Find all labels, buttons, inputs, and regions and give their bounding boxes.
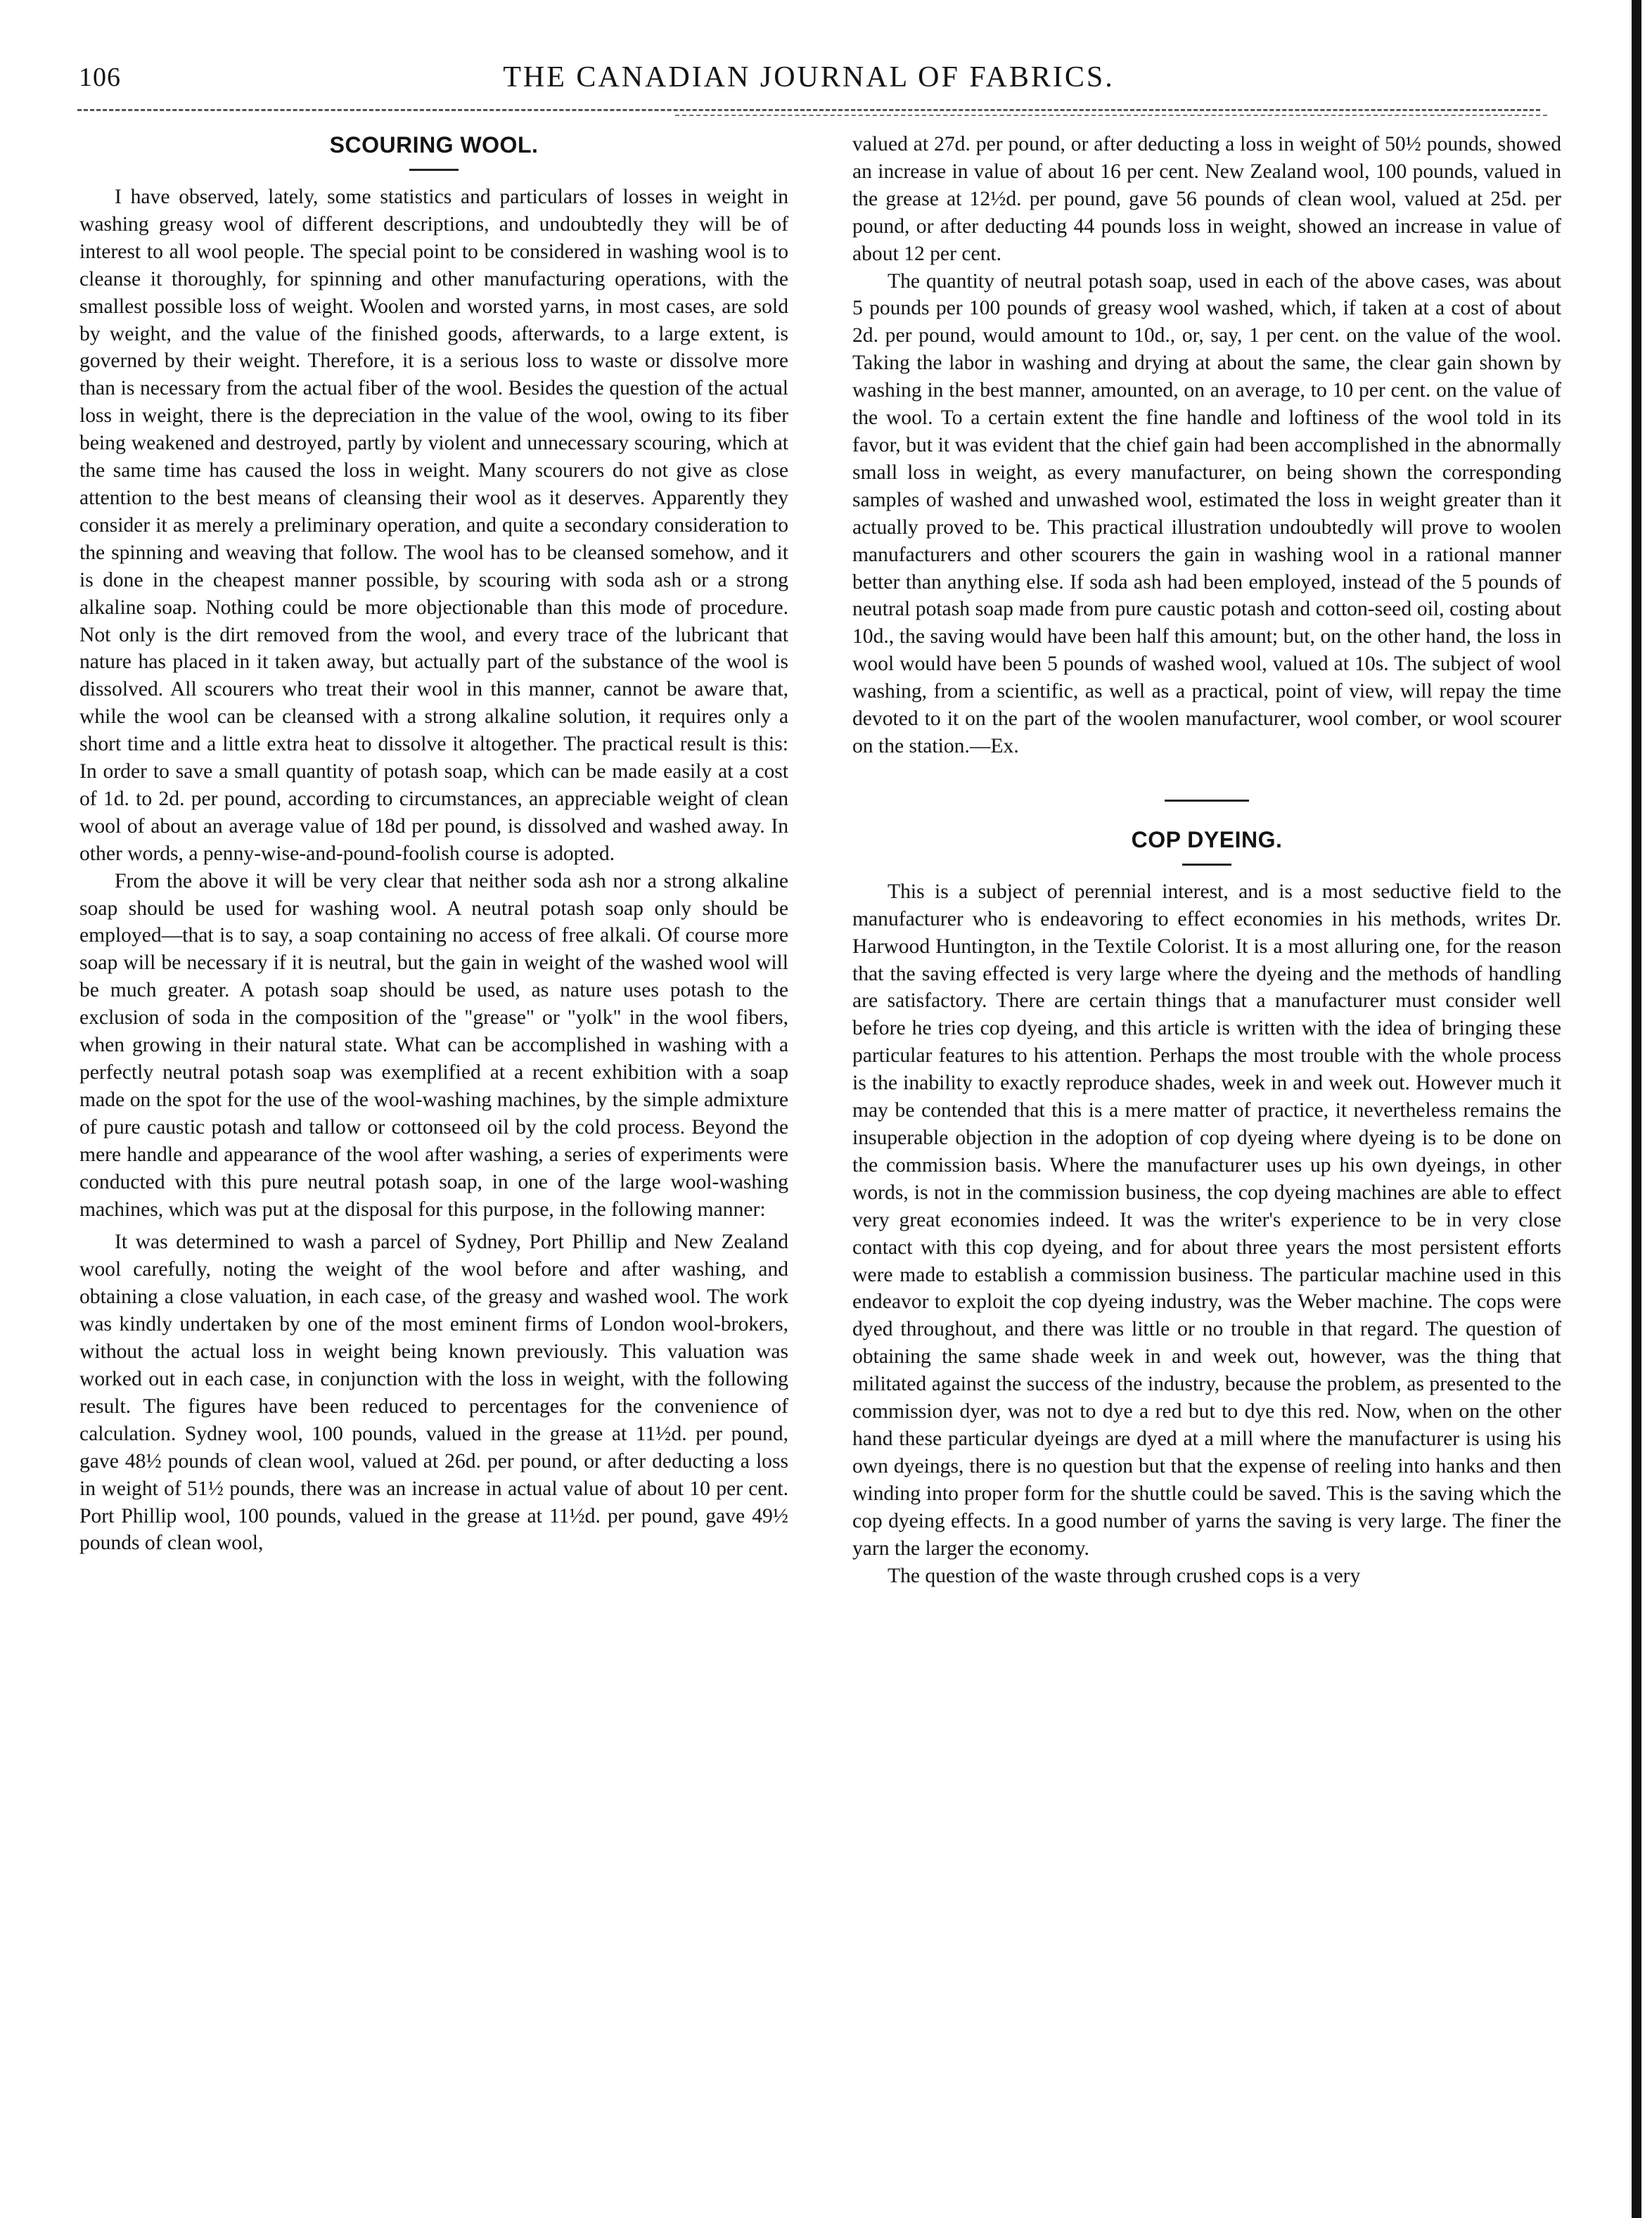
journal-title: THE CANADIAN JOURNAL OF FABRICS. bbox=[503, 61, 1115, 94]
cop-dyeing-paragraph-2: The question of the waste through crushed cops is a very bbox=[888, 1564, 1361, 1587]
cop-dyeing-title: COP DYEING. bbox=[1131, 826, 1283, 852]
left-column bbox=[79, 131, 788, 1557]
scouring-wool-title: SCOURING WOOL. bbox=[329, 132, 539, 158]
header-rule bbox=[77, 109, 1540, 111]
page-edge-bar bbox=[1632, 0, 1641, 2218]
title-rule bbox=[1182, 864, 1231, 866]
right-column bbox=[852, 131, 1561, 1589]
scouring-paragraph-3-continued: valued at 27d. per pound, or after deducting a loss in weight of 50½ pounds, showed an increase in value of about 16 per cent. New Zealand wool, 100 pounds, valued in the grease at 12½d. per pound, gave 56 pounds of clean wool, valued at 25d. per pound, or after deducting 44 pounds loss in weight, showed an increase in value of about 12 per cent. bbox=[852, 133, 1561, 265]
scouring-paragraph-4: The quantity of neutral potash soap, used in each of the above cases, was about 5 pounds per 100 pounds of greasy wool washed, which, if taken at a cost of about 2d. per pound, would amount to 10d., or, say, 1 per cent. on the value of the wool. Taking the labor in washing and drying at about the same, the clear gain shown by washing in the best manner, amounted, on an average, to 10 per cent. on the value of the wool. To a certain extent the fine handle and loftiness of the wool told in its favor, but it was evident that the chief gain had been accomplished in the abnormally small loss in weight, as every manufacturer, on being shown the corresponding samples of washed and unwashed wool, estimated the loss in weight greater than it actually proved to be. This practical illustration undoubtedly will prove to woolen manufacturers and other scourers the gain in washing wool in a rational manner better than anything else. If soda ash had been employed, instead of the 5 pounds of neutral potash soap made from pure caustic potash and cotton-seed oil, costing about 10d., the saving would have been half this amount; but, on the other hand, the loss in wool would have been 5 pounds of washed wool, valued at 10s. The subject of wool washing, from a scientific, as well as a practical, point of view, will repay the time devoted to it on the part of the woolen manufacturer, wool comber, or wool scourer on the station.—Ex. bbox=[852, 269, 1561, 757]
title-rule bbox=[409, 169, 459, 171]
scouring-paragraph-3: It was determined to wash a parcel of Sydney, Port Phillip and New Zealand wool carefully, noting the weight of the wool before and after washing, and obtaining a close valuation, in each case, of the greasy and washed wool. The work was kindly undertaken by one of the most eminent firms of London wool-brokers, without the actual loss in weight being known previously. This valuation was worked out in each case, in conjunction with the loss in weight, with the following result. The figures have been reduced to percentages for the convenience of calculation. Sydney wool, 100 pounds, valued in the grease at 11½d. per pound, gave 48½ pounds of clean wool, valued at 26d. per pound, or after deducting a loss in weight of 51½ pounds, there was an increase in actual value of about 10 per cent. Port Phillip wool, 100 pounds, valued in the grease at 11½d. per pound, gave 49½ pounds of clean wool, bbox=[79, 1231, 788, 1555]
header-rule-secondary bbox=[675, 115, 1547, 116]
cop-dyeing-paragraph-1: This is a subject of perennial interest, and is a most seductive field to the manufacturer who is endeavoring to effect economies in his methods, writes Dr. Harwood Huntington, in the Textile Colorist. It is a most alluring one, for the reason that the saving effected is very large where the dyeing and the methods of handling are satisfactory. There are certain things that a manufacturer must consider well before he tries cop dyeing, and this article is written with the idea of bringing these particular features to his attention. Perhaps the most trouble with the whole process is the inability to exactly reproduce shades, week in and week out. However much it may be contended that this is a mere matter of practice, it nevertheless remains the insuperable objection in the adoption of cop dyeing where dyeing is to be done on the commission basis. Where the manufacturer uses up his own dyeings, in other words, is not in the commission business, the cop dyeing machines are able to effect very great economies indeed. It was the writer's experience to be in very close contact with this cop dyeing, and for about three years the most persistent efforts were made to establish a commission business. The particular machine used in this endeavor to exploit the cop dyeing industry, was the Weber machine. The cops were dyed throughout, and there was little or no trouble in that regard. The question of obtaining the same shade week in and week out, however, was the thing that militated against the success of the industry, because the problem, as presented to the commission dyer, was not to dye a red but to dye this red. Now, when on the other hand these particular dyeings are dyed at a mill where the manufacturer is using his own dyeings, there is no question but that the expense of reeling into hanks and then winding into proper form for the shuttle could be saved. This is the saving which the cop dyeing effects. In a good number of yarns the saving is very large. The finer the yarn the larger the economy. bbox=[852, 880, 1561, 1560]
scouring-paragraph-1: I have observed, lately, some statistics and particulars of losses in weight in washing greasy wool of different descriptions, and undoubtedly they will be of interest to all wool people. The special point to be considered in washing wool is to cleanse it thoroughly, for spinning and other manufacturing operations, with the smallest possible loss of weight. Woolen and worsted yarns, in most cases, are sold by weight, and the value of the finished goods, afterwards, to a large extent, is governed by their weight. Therefore, it is a serious loss to waste or dissolve more than is necessary from the actual fiber of the wool. Besides the question of the actual loss in weight, there is the depreciation in the value of the wool, owing to its fiber being weakened and destroyed, partly by violent and unnecessary scouring, which at the same time has caused the loss in weight. Many scourers do not give as close attention to the best means of cleansing their wool as it deserves. Apparently they consider it as merely a preliminary operation, and quite a secondary consideration to the spinning and weaving that follow. The wool has to be cleansed somehow, and it is done in the cheapest manner possible, by scouring with soda ash or a strong alkaline soap. Nothing could be more objectionable than this mode of procedure. Not only is the dirt removed from the wool, and every trace of the lubricant that nature has placed in it taken away, but actually part of the substance of the wool is dissolved. All scourers who treat their wool in this manner, cannot be aware that, while the wool can be cleansed with a strong alkaline solution, it requires only a short time and a little extra heat to dissolve it altogether. The practical result is this: In order to save a small quantity of potash soap, which can be made easily at a cost of 1d. to 2d. per pound, according to circumstances, an appreciable weight of clean wool of about an average value of 18d per pound, is dissolved and washed away. In other words, a penny-wise-and-pound-foolish course is adopted. bbox=[79, 186, 788, 865]
page-number: 106 bbox=[79, 63, 121, 92]
scouring-paragraph-2: From the above it will be very clear that neither soda ash nor a strong alkaline soap should be used for washing wool. A neutral potash soap only should be employed—that is to say, a soap containing no access of free alkali. Of course more soap will be necessary if it is neutral, but the gain in weight of the washed wool will be much greater. A potash soap should be used, as nature uses potash to the exclusion of soda in the composition of the "grease" or "yolk" in the wool fibers, when growing in their natural state. What can be accomplished in washing with a perfectly neutral potash soap was exemplified at a recent exhibition with a soap made on the spot for the use of the wool-washing machines, by the simple admixture of pure caustic potash and tallow or cottonseed oil by the cold process. Beyond the mere handle and appearance of the wool after washing, a series of experiments were conducted with this pure neutral potash soap, in one of the large wool-washing machines, which was put at the disposal for this purpose, in the following manner: bbox=[79, 869, 788, 1221]
section-separator bbox=[1165, 800, 1249, 802]
